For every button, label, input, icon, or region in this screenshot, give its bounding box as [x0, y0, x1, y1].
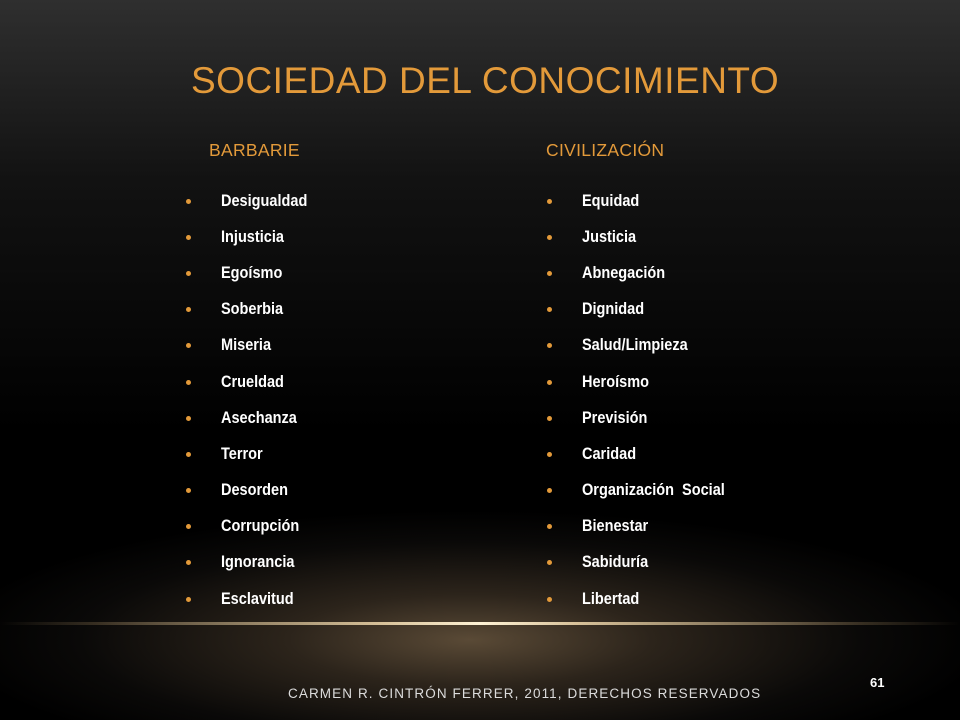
bullet-icon: [186, 343, 191, 348]
list-item: [547, 255, 744, 291]
list-item-label: Previsión: [582, 408, 648, 427]
list-item: [547, 292, 744, 328]
list-item: [547, 545, 744, 581]
list-item-label: Desigualdad: [221, 191, 308, 210]
barbarie-header: BARBARIE: [209, 140, 300, 160]
bullet-icon: [547, 199, 552, 204]
list-item: [547, 400, 744, 436]
bullet-icon: [547, 524, 552, 529]
bullet-icon: [547, 271, 552, 276]
list-item-label: Organización Social: [582, 481, 725, 500]
list-item: [186, 364, 319, 400]
list-item: [186, 292, 319, 328]
bullet-icon: [186, 597, 191, 602]
list-item: [186, 473, 319, 509]
civilizacion-header: CIVILIZACIÓN: [546, 140, 665, 160]
list-item-label: Heroísmo: [582, 372, 649, 391]
list-item: [186, 328, 319, 364]
page-number: 61: [870, 675, 885, 690]
list-item: [547, 364, 744, 400]
bullet-icon: [186, 380, 191, 385]
list-item-label: Corrupción: [221, 517, 300, 536]
list-item-label: Ignorancia: [221, 553, 295, 572]
bullet-icon: [186, 271, 191, 276]
list-item: [547, 183, 744, 219]
list-item: [547, 581, 744, 617]
bullet-icon: [547, 597, 552, 602]
list-item-label: Libertad: [582, 589, 640, 608]
bullet-icon: [186, 452, 191, 457]
list-item: [547, 509, 744, 545]
bullet-icon: [547, 235, 552, 240]
list-item: [186, 400, 319, 436]
bullet-icon: [186, 199, 191, 204]
list-item: [186, 255, 319, 291]
footer-copyright: CARMEN R. CINTRÓN FERRER, 2011, DERECHOS RESERVADOS: [288, 686, 762, 701]
footer-divider: [0, 622, 960, 625]
list-item-label: Injusticia: [221, 227, 284, 246]
list-item-label: Asechanza: [221, 408, 297, 427]
list-item-label: Crueldad: [221, 372, 284, 391]
list-item-label: Sabiduría: [582, 553, 649, 572]
list-item: [186, 436, 319, 472]
bullet-icon: [547, 452, 552, 457]
bullet-icon: [547, 307, 552, 312]
list-item-label: Egoísmo: [221, 263, 283, 282]
list-item-label: Abnegación: [582, 263, 666, 282]
civilizacion-list: [547, 183, 744, 617]
list-item: [547, 436, 744, 472]
list-item-label: Miseria: [221, 336, 272, 355]
bullet-icon: [186, 416, 191, 421]
list-item-label: Desorden: [221, 481, 288, 500]
bullet-icon: [186, 524, 191, 529]
bullet-icon: [186, 560, 191, 565]
list-item: [186, 581, 319, 617]
bullet-icon: [547, 416, 552, 421]
list-item: [186, 509, 319, 545]
list-item-label: Soberbia: [221, 300, 284, 319]
list-item: [186, 183, 319, 219]
list-item-label: Caridad: [582, 444, 637, 463]
list-item-label: Bienestar: [582, 517, 649, 536]
bullet-icon: [547, 343, 552, 348]
list-item-label: Equidad: [582, 191, 640, 210]
list-item-label: Justicia: [582, 227, 637, 246]
list-item: [547, 328, 744, 364]
list-item-label: Terror: [221, 444, 263, 463]
bullet-icon: [186, 488, 191, 493]
bullet-icon: [547, 380, 552, 385]
list-item-label: Salud/Limpieza: [582, 336, 688, 355]
list-item: [186, 219, 319, 255]
list-item-label: Esclavitud: [221, 589, 294, 608]
list-item-label: Dignidad: [582, 300, 645, 319]
list-item: [186, 545, 319, 581]
bullet-icon: [547, 488, 552, 493]
bullet-icon: [547, 560, 552, 565]
list-item: [547, 473, 744, 509]
bullet-icon: [186, 307, 191, 312]
list-item: [547, 219, 744, 255]
bullet-icon: [186, 235, 191, 240]
slide-title: SOCIEDAD DEL CONOCIMIENTO: [191, 60, 780, 101]
barbarie-list: [186, 183, 319, 617]
